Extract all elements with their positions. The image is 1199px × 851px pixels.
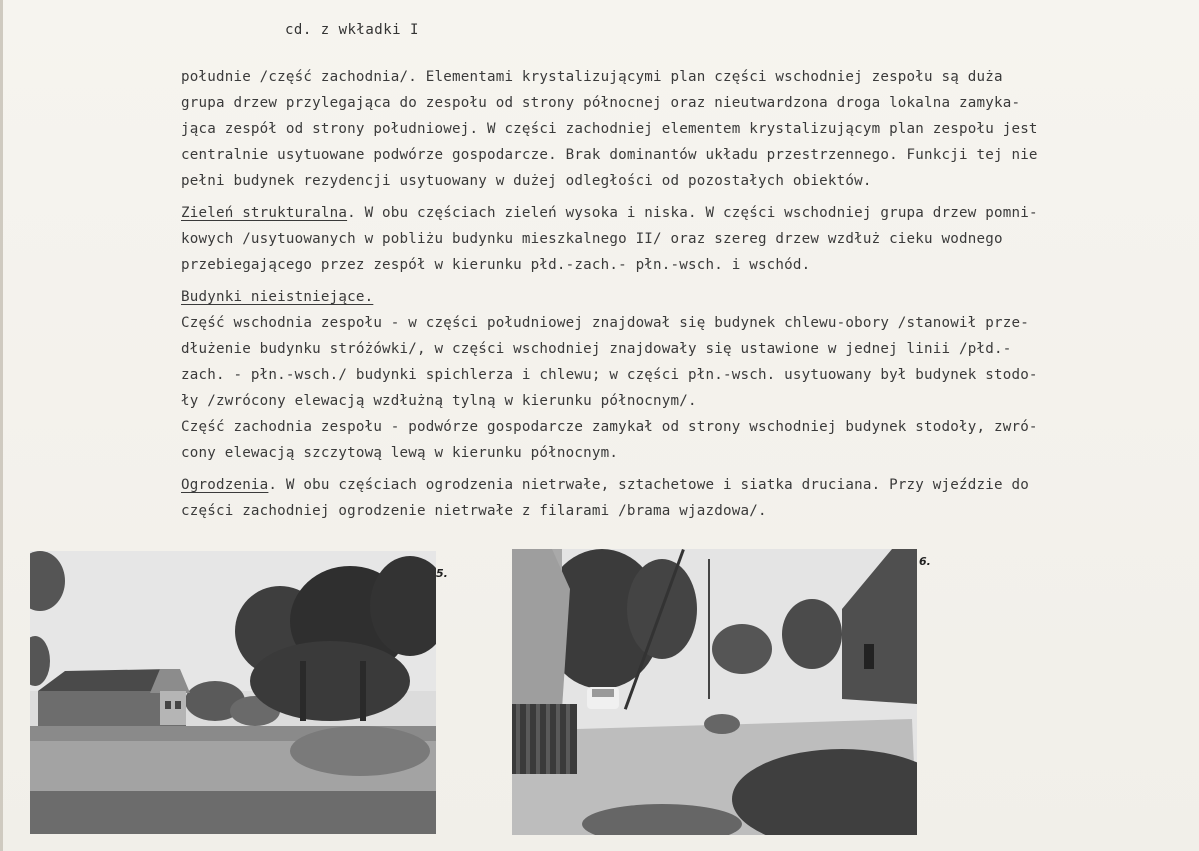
photo-6-image — [512, 549, 917, 835]
text-line: . W obu częściach ogrodzenia nietrwałe, sztachetowe i siatka druciana. Przy wjeździe do — [268, 477, 1029, 493]
text-line: Część zachodnia zespołu - podwórze gospodarcze zamykał od strony wschodniej budynek stodoły, zwró- — [181, 419, 1038, 435]
text-line: pełni budynek rezydencji usytuowany w dużej odległości od pozostałych obiektów. — [181, 173, 872, 189]
paragraph-nonexistent-buildings — [181, 284, 1186, 466]
text-line: zach. - płn.-wsch./ budynki spichlerza i chlewu; w części płn.-wsch. usytuowany był budynek stodo- — [181, 367, 1038, 383]
section-heading-greenery: Zieleń strukturalna — [181, 205, 348, 221]
photo-5-image — [30, 551, 436, 834]
text-line: ły /zwrócony elewacją wzdłużną tylną w kierunku północnym/. — [181, 393, 697, 409]
photo-farmyard — [512, 549, 917, 835]
page-header: cd. z wkładki I — [285, 22, 419, 38]
text-line: przebiegającego przez zespół w kierunku płd.-zach.- płn.-wsch. i wschód. — [181, 257, 811, 273]
text-line: centralnie usytuowane podwórze gospodarcze. Brak dominantów układu przestrzennego. Funkcji tej nie — [181, 147, 1038, 163]
photo-farm-building — [30, 551, 436, 834]
text-line: dłużenie budynku stróżówki/, w części wschodniej znajdowały się ustawione w jednej linii /płd.- — [181, 341, 1012, 357]
text-line: cony elewacją szczytową lewą w kierunku północnym. — [181, 445, 619, 461]
paragraph-fencing — [181, 472, 1186, 524]
section-heading-fencing: Ogrodzenia — [181, 477, 269, 493]
paragraph-greenery — [181, 200, 1186, 278]
paragraph-layout — [181, 64, 1186, 194]
section-heading-buildings: Budynki nieistniejące. — [181, 289, 374, 305]
text-line: jąca zespół od strony południowej. W części zachodniej elementem krystalizującym plan zespołu jest — [181, 121, 1038, 137]
photo-number-5: 5. — [436, 567, 448, 580]
text-line: części zachodniej ogrodzenie nietrwałe z filarami /brama wjazdowa/. — [181, 503, 767, 519]
text-line: Część wschodnia zespołu - w części południowej znajdował się budynek chlewu-obory /stanowił prze- — [181, 315, 1029, 331]
text-line: kowych /usytuowanych w pobliżu budynku mieszkalnego II/ oraz szereg drzew wzdłuż cieku wodnego — [181, 231, 1003, 247]
text-line: grupa drzew przylegająca do zespołu od strony północnej oraz nieutwardzona droga lokalna zamyka- — [181, 95, 1021, 111]
text-line: południe /część zachodnia/. Elementami krystalizującymi plan części wschodniej zespołu są duża — [181, 69, 1003, 85]
document-body — [181, 64, 1186, 524]
text-line: . W obu częściach zieleń wysoka i niska. W części wschodniej grupa drzew pomni- — [347, 205, 1038, 221]
photo-number-6: 6. — [919, 555, 931, 568]
